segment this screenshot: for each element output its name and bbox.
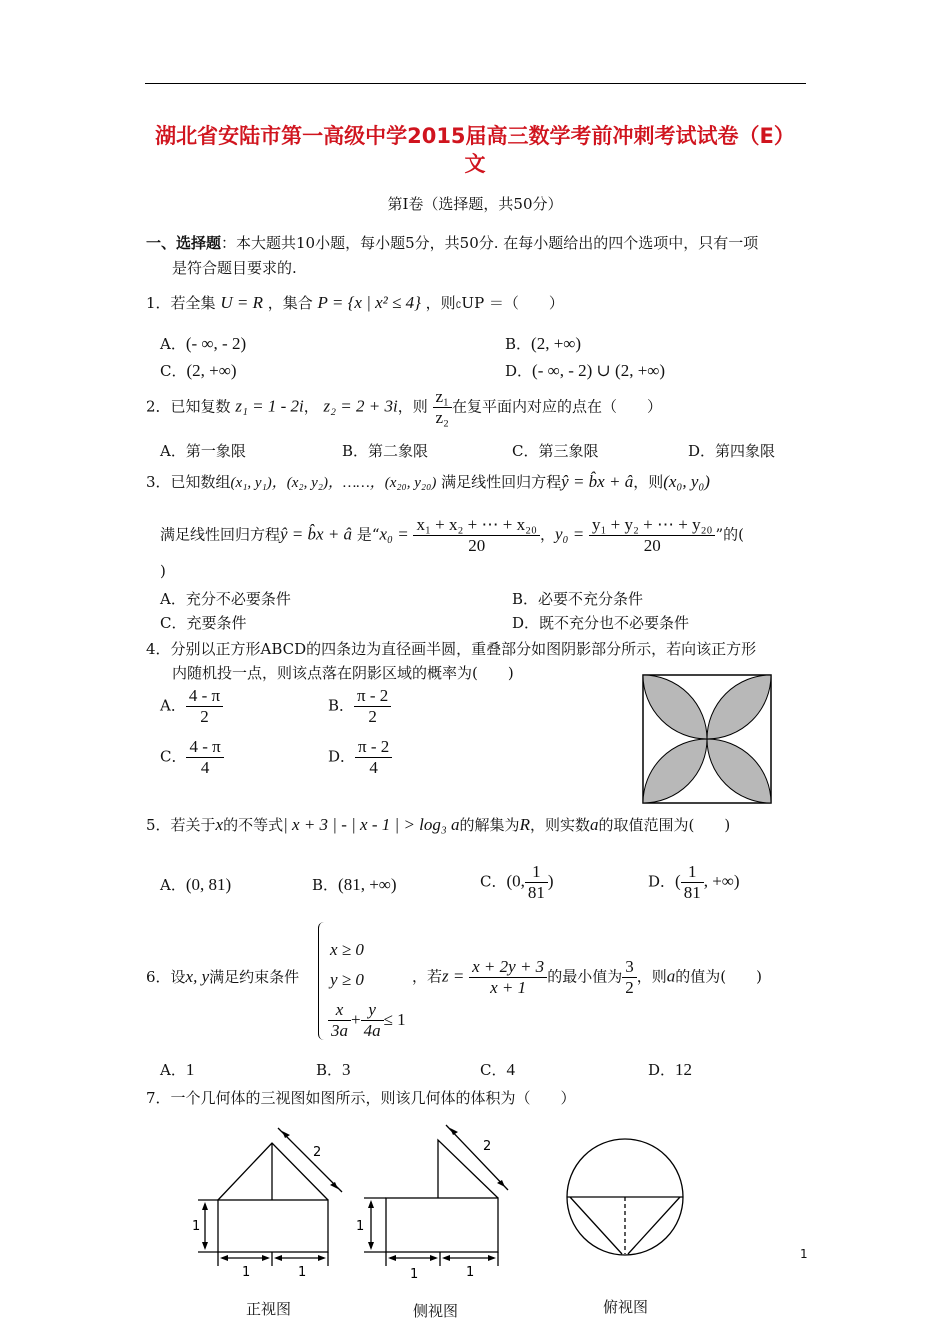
q5-option-d: D．( $\frac{1}{81}$ , +∞) xyxy=(648,862,740,902)
q3-regression-eq: ŷ = b̂x + â xyxy=(561,472,634,491)
front-dim-2: 2 xyxy=(313,1145,322,1160)
instructions-label: 一、选择题 xyxy=(146,234,222,252)
q1-text-e: UP ＝（ ） xyxy=(461,294,564,312)
q2-z1: z₁ = 1 - 2i xyxy=(235,396,304,416)
side-view-label: 侧视图 xyxy=(413,1302,459,1320)
question-2-stem: 2．已知复数 z₁ = 1 - 2i， z₂ = 2 + 3i，则 $\frac{\text{z₁}}{\text{z₂}}$ 在复平面内对应的点在（ ） xyxy=(146,387,663,427)
q4-option-b: B． $\frac{\pi - 2}{2}$ xyxy=(328,686,391,727)
q2-fraction: $\frac{\text{z₁}}{\text{z₂}}$ xyxy=(433,387,452,428)
section-title: 第Ⅰ卷（选择题，共50分） xyxy=(387,195,563,213)
q3-option-c: C．充要条件 xyxy=(160,614,247,632)
question-6-stem-b: ，若z = $\frac{x + 2y + 3}{x + 1}$ 的最小值为 $\frac{3}{2}$ ，则a的值为( ) xyxy=(412,957,762,997)
side-dim-left: 1 xyxy=(410,1267,419,1282)
question-1-stem xyxy=(146,292,564,313)
q4-petal-figure xyxy=(640,672,774,806)
q6-min-fraction: $\frac{3}{2}$ xyxy=(622,957,637,998)
question-4-stem: 4．分别以正方形ABCD的四条边为直径画半圆，重叠部分如图阴影部分所示，若向该正方形 xyxy=(146,640,757,658)
q5-option-a: A．(0, 81) xyxy=(160,875,232,894)
side-dim-height: 1 xyxy=(356,1219,365,1234)
side-dim-right: 1 xyxy=(466,1265,475,1280)
question-7-stem: 7．一个几何体的三视图如图所示，则该几何体的体积为（ ） xyxy=(146,1089,576,1107)
page-number: 1 xyxy=(800,1247,808,1261)
top-view-label: 俯视图 xyxy=(603,1298,649,1316)
q6-option-d: D．12 xyxy=(648,1060,693,1079)
q1-set-p: P = {x | x² ≤ 4} xyxy=(317,293,421,312)
question-3-stem: 3．已知数组(x₁, y₁)，(x₂, y₂)，……，(x₂₀, y₂₀) 满足线性回归方程ŷ = b̂x + â，则(x₀, y₀) xyxy=(146,472,710,491)
front-view-label: 正视图 xyxy=(246,1300,292,1318)
q1-option-a: A．(- ∞, - 2) xyxy=(160,334,247,353)
q6-constraint-3: $\frac{x}{3a}$ + $\frac{y}{4a}$ ≤ 1 xyxy=(328,1000,406,1041)
header-rule xyxy=(145,83,806,84)
q2-option-d: D．第四象限 xyxy=(688,442,776,460)
q1-complement-symbol: ∁ xyxy=(455,301,462,311)
instructions xyxy=(146,232,758,253)
q6-constraint-brace xyxy=(318,922,325,1040)
front-dim-right: 1 xyxy=(298,1265,307,1280)
q6-option-a: A．1 xyxy=(160,1060,195,1079)
q3-line3: ) xyxy=(160,562,166,580)
q5-inequality: | x + 3 | - | x - 1 | > log₃ a xyxy=(283,815,460,834)
q6-z-fraction: $\frac{x + 2y + 3}{x + 1}$ xyxy=(469,957,547,998)
q3-option-b: B．必要不充分条件 xyxy=(512,590,644,608)
q6-constraint-1: x ≥ 0 xyxy=(330,940,364,959)
q2-z2: z₂ = 2 + 3i xyxy=(323,396,398,416)
q3-option-d: D．既不充分也不必要条件 xyxy=(512,614,690,632)
q2-option-c: C．第三象限 xyxy=(512,442,599,460)
q5-option-c: C．(0, $\frac{1}{81}$ ) xyxy=(480,862,554,902)
q7-side-view xyxy=(350,1120,520,1290)
q1-text-a: 1．若全集 xyxy=(146,294,216,312)
q6-option-b: B．3 xyxy=(316,1060,351,1079)
q1-option-c: C．(2, +∞) xyxy=(160,361,237,380)
instructions-text: ：本大题共10小题，每小题5分，共50分. 在每小题给出的四个选项中，只有一项 xyxy=(221,234,759,252)
instructions-line2: 是符合题目要求的. xyxy=(172,259,297,277)
q1-option-d: D．(- ∞, - 2) ∪ (2, +∞) xyxy=(505,361,666,380)
q2-option-a: A．第一象限 xyxy=(160,442,246,460)
q5-option-b: B．(81, +∞) xyxy=(312,875,397,894)
q1-text-b: ，集合 xyxy=(267,294,313,312)
front-dim-height: 1 xyxy=(192,1219,201,1234)
q1-text-c: ，则 xyxy=(425,294,456,312)
q3-y0-fraction: $\frac{\text{y₁ + y₂ + ⋯ + y₂₀}}{20}$ xyxy=(589,515,715,556)
q3-x0-fraction: $\frac{\text{x₁ + x₂ + ⋯ + x₂₀}}{20}$ xyxy=(413,515,539,556)
q3-data-points: (x₁, y₁)，(x₂, y₂)，……，(x₂₀, y₂₀) xyxy=(230,475,437,491)
q3-point-0: (x₀, y₀) xyxy=(663,472,710,491)
question-6-stem: 6．设x, y满足约束条件 xyxy=(146,967,300,986)
q6-option-c: C．4 xyxy=(480,1060,515,1079)
q4-option-a: A． $\frac{4 - \pi}{2}$ xyxy=(160,686,223,727)
question-5-stem: 5．若关于x的不等式| x + 3 | - | x - 1 | > log₃ a的解集为R，则实数a的取值范围为( ) xyxy=(146,815,731,834)
q7-top-view xyxy=(560,1135,690,1265)
q6-constraint-2: y ≥ 0 xyxy=(330,970,364,989)
question-3-line2: 满足线性回归方程ŷ = b̂x + â 是“x₀ = $\frac{\text{x₁ + x₂ + ⋯ + x₂₀}}{20}$ ，y₀ = $\frac{\text{y₁ + y₂ + ⋯ + y₂₀}}{20}$ ”的( xyxy=(160,515,744,555)
side-dim-2: 2 xyxy=(483,1139,492,1154)
q7-front-view xyxy=(185,1120,355,1290)
question-4-line2: 内随机投一点，则该点落在阴影区域的概率为( ) xyxy=(172,664,514,682)
q4-option-d: D． $\frac{\pi - 2}{4}$ xyxy=(328,737,392,778)
q3-option-a: A．充分不必要条件 xyxy=(160,590,291,608)
paper-title: 湖北省安陆市第一高级中学2015届高三数学考前冲刺考试试卷（E） xyxy=(155,124,795,148)
q4-option-c: C． $\frac{4 - \pi}{4}$ xyxy=(160,737,224,778)
q2-option-b: B．第二象限 xyxy=(342,442,429,460)
q1-universal-set: U = R xyxy=(220,293,263,312)
q1-option-b: B．(2, +∞) xyxy=(505,334,582,353)
front-dim-left: 1 xyxy=(242,1265,251,1280)
paper-title-line2: 文 xyxy=(464,152,486,176)
